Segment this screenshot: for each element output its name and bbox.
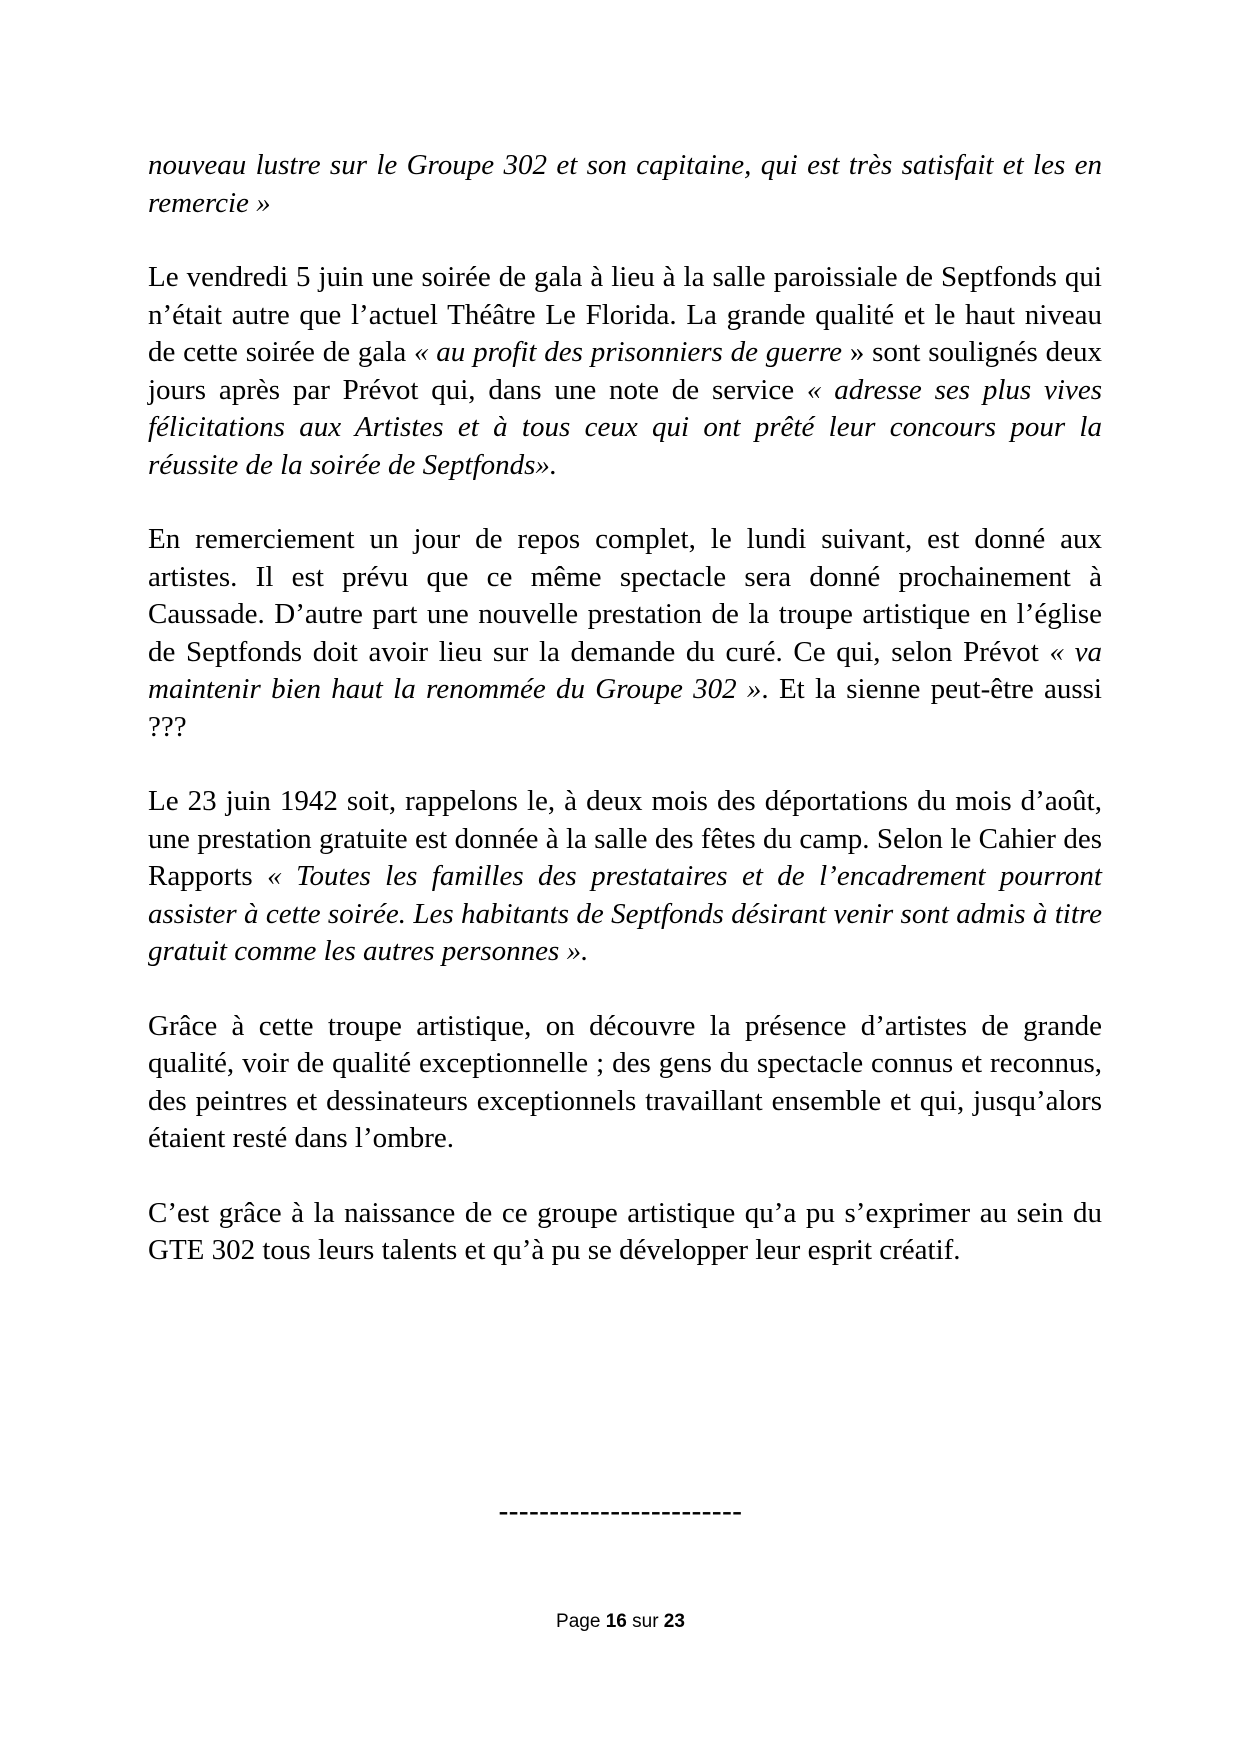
paragraph xyxy=(148,1008,1102,1158)
paragraph xyxy=(148,1195,1102,1270)
text-run: Grâce à cette troupe artistique, on découvre la présence d’artistes de grande qualité, voir de qualité exceptionnelle ; des gens du spectacle connus et reconnus, des peintres et dessinateurs exceptionnels travaillant ensemble et qui, jusqu’alors étaient resté dans l’ombre. xyxy=(148,1009,1102,1154)
total-pages-number: 23 xyxy=(663,1611,685,1632)
text-run: Le vendredi 5 juin une soirée de gala à lieu à la salle paroissiale de Septfonds qui n’était autre que l’actuel Théâtre Le Florida. La grande qualité et le haut niveau de cette soirée de gala xyxy=(148,261,1102,368)
text-run: . Et la sienne peut-être aussi ??? xyxy=(148,673,1102,743)
page-label: Page xyxy=(556,1611,606,1632)
separator-line: ------------------------ xyxy=(498,1495,743,1527)
text-run: C’est grâce à la naissance de ce groupe artistique qu’a pu s’exprimer au sein du GTE 302 tous leurs talents et qu’à pu se développer leur esprit créatif. xyxy=(148,1196,1102,1266)
paragraph xyxy=(148,147,1102,222)
quoted-italic-text: « adresse ses plus vives félicitations aux Artistes et à tous ceux qui ont prêté leur concours pour la réussite de la soirée de Septfonds». xyxy=(148,373,1102,481)
text-run: Le 23 juin 1942 soit, rappelons le, à deux mois des déportations du mois d’août, une prestation gratuite est donnée à la salle des fêtes du camp. Selon le Cahier des Rapports xyxy=(148,785,1102,892)
text-run: En remerciement un jour de repos complet, le lundi suivant, est donné aux artistes. Il est prévu que ce même spectacle sera donné prochainement à Caussade. D’autre part une nouvelle prestation de la troupe artistique en l’église de Septfonds doit avoir lieu sur la demande du curé. Ce qui, selon Prévot xyxy=(148,523,1102,668)
paragraph xyxy=(148,259,1102,484)
paragraph xyxy=(148,521,1102,746)
page-footer xyxy=(0,1611,1241,1633)
text-run: » sont soulignés deux jours après par Prévot qui, dans une note de service xyxy=(148,336,1102,406)
body-text xyxy=(148,147,1102,1307)
current-page-number: 16 xyxy=(605,1611,627,1632)
paragraph xyxy=(148,783,1102,971)
quoted-italic-text: « Toutes les familles des prestataires et de l’encadrement pourront assister à cette soirée. Les habitants de Septfonds désirant venir sont admis à titre gratuit comme les autres personnes ». xyxy=(148,860,1102,967)
page-of-label: sur xyxy=(626,1611,664,1632)
quoted-italic-text: « au profit des prisonniers de guerre xyxy=(414,336,843,368)
quoted-italic-text: nouveau lustre sur le Groupe 302 et son capitaine, qui est très satisfait et les en remercie » xyxy=(148,149,1102,219)
quoted-italic-text: « va maintenir bien haut la renommée du Groupe 302 » xyxy=(148,635,1103,705)
